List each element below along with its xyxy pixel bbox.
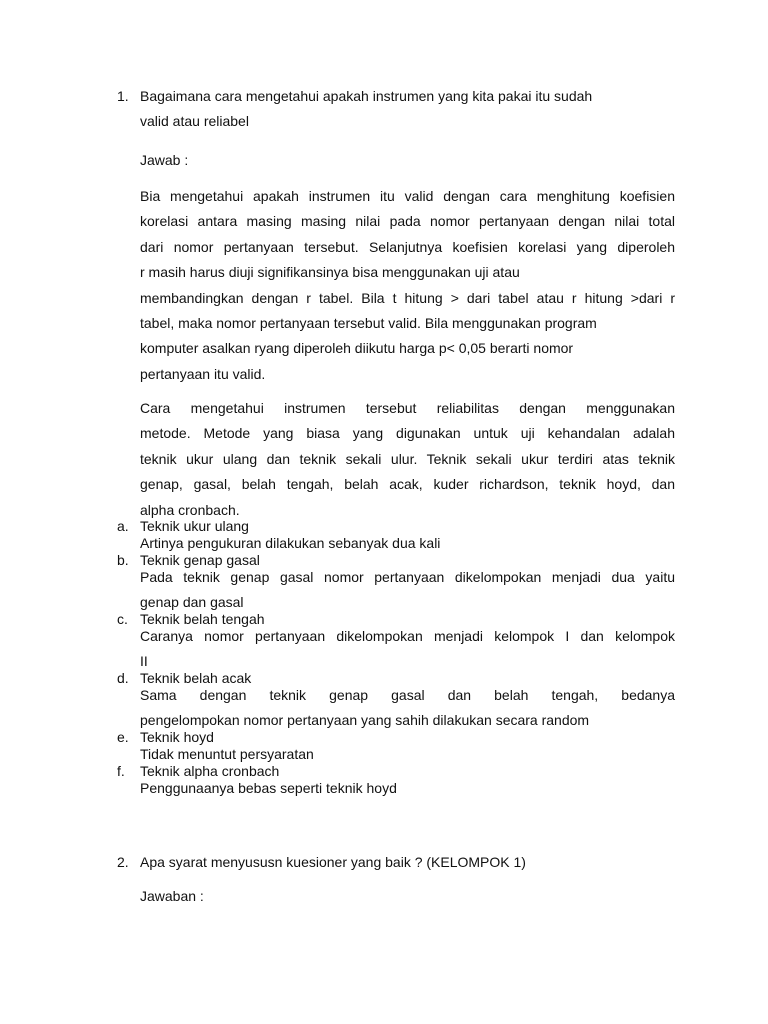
technique-a-desc: Artinya pengukuran dilakukan sebanyak dua kali — [140, 535, 441, 551]
answer-1-paragraph-1 — [140, 184, 675, 387]
paragraph-line: Cara mengetahui instrumen tersebut reliabilitas dengan menggunakan — [140, 400, 675, 416]
technique-e-desc: Tidak menuntut persyaratan — [140, 746, 314, 762]
paragraph-line: r masih harus diuji signifikansinya bisa menggunakan uji atau — [140, 264, 520, 281]
technique-b-letter: b. — [117, 552, 129, 568]
technique-f-desc: Penggunaanya bebas seperti teknik hoyd — [140, 780, 397, 796]
technique-a-letter: a. — [117, 518, 129, 534]
question-2-text: Apa syarat menyususn kuesioner yang baik ? (KELOMPOK 1) — [140, 854, 526, 870]
paragraph-line: komputer asalkan ryang diperoleh diikutu harga p< 0,05 berarti nomor — [140, 340, 574, 357]
technique-d-letter: d. — [117, 670, 129, 686]
technique-e-title: Teknik hoyd — [140, 729, 214, 745]
paragraph-line: dari nomor pertanyaan tersebut. Selanjutnya koefisien korelasi yang diperoleh — [140, 238, 675, 255]
question-2-number: 2. — [117, 854, 129, 870]
technique-f-letter: f. — [117, 763, 125, 779]
answer-2-label: Jawaban : — [140, 888, 204, 904]
paragraph-line: Bia mengetahui apakah instrumen itu valid dengan cara menghitung koefisien — [140, 188, 675, 204]
technique-c-desc: Caranya nomor pertanyaan dikelompokan menjadi kelompok I dan kelompok — [140, 628, 675, 644]
paragraph-line: teknik ukur ulang dan teknik sekali ulur. Teknik sekali ukur terdiri atas teknik — [140, 450, 675, 467]
technique-b-desc: genap dan gasal — [140, 594, 244, 610]
question-1-number: 1. — [117, 88, 129, 104]
answer-1-paragraph-2 — [140, 396, 675, 523]
answer-1-label: Jawab : — [140, 152, 189, 168]
technique-d-desc: Sama dengan teknik genap gasal dan belah tengah, bedanya — [140, 687, 675, 703]
technique-b-title: Teknik genap gasal — [140, 552, 260, 568]
technique-c-title: Teknik belah tengah — [140, 611, 265, 627]
question-1-line: valid atau reliabel — [140, 113, 249, 130]
paragraph-line: pertanyaan itu valid. — [140, 365, 266, 382]
technique-a-title: Teknik ukur ulang — [140, 518, 249, 534]
paragraph-line: korelasi antara masing masing nilai pada nomor pertanyaan dengan nilai total — [140, 213, 675, 230]
paragraph-line: alpha cronbach. — [140, 501, 240, 518]
paragraph-line: tabel, maka nomor pertanyaan tersebut valid. Bila menggunakan program — [140, 315, 597, 332]
technique-d-desc: pengelompokan nomor pertanyaan yang sahih dilakukan secara random — [140, 712, 590, 728]
paragraph-line: genap, gasal, belah tengah, belah acak, kuder richardson, teknik hoyd, dan — [140, 476, 675, 493]
question-1-line: Bagaimana cara mengetahui apakah instrumen yang kita pakai itu sudah — [140, 88, 593, 104]
paragraph-line: membandingkan dengan r tabel. Bila t hitung > dari tabel atau r hitung >dari r — [140, 289, 675, 306]
technique-d-title: Teknik belah acak — [140, 670, 252, 686]
technique-c-letter: c. — [117, 611, 128, 627]
technique-b-desc: Pada teknik genap gasal nomor pertanyaan dikelompokan menjadi dua yaitu — [140, 569, 675, 585]
technique-f-title: Teknik alpha cronbach — [140, 763, 280, 779]
technique-c-desc: II — [140, 653, 148, 669]
paragraph-line: metode. Metode yang biasa yang digunakan untuk uji kehandalan adalah — [140, 425, 675, 442]
technique-e-letter: e. — [117, 729, 129, 745]
question-1-text — [140, 84, 675, 135]
